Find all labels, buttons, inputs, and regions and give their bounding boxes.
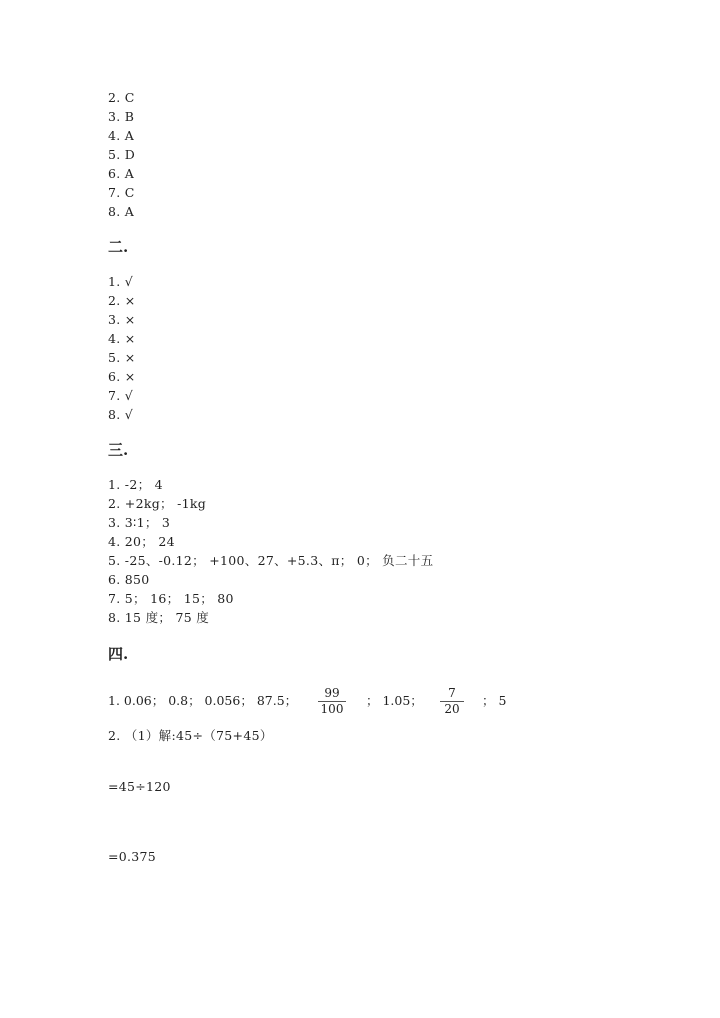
section-heading-4: 四. (108, 645, 129, 663)
fraction-denominator: 100 (320, 702, 344, 716)
answer-line: 4. × (108, 331, 136, 346)
answer-line: 5. × (108, 350, 136, 365)
answer-line: 3. B (108, 109, 135, 124)
answer-line: 5. -25、-0.12； +100、27、+5.3、π； 0； 负二十五 (108, 553, 434, 568)
answer-line: 3. × (108, 312, 136, 327)
answer-line: 3. 3∶1； 3 (108, 515, 171, 530)
answer-line: 1. -2； 4 (108, 477, 163, 492)
fraction-99-100 (318, 686, 346, 717)
answer-line: 6. A (108, 166, 135, 181)
answer-line: 7. 5； 16； 15； 80 (108, 591, 234, 606)
q2-line-3: =0.375 (108, 849, 157, 864)
answer-line: 1. √ (108, 274, 134, 289)
q1-text-b: ； 1.05； (366, 693, 423, 708)
fraction-7-20 (440, 686, 464, 717)
q2-line-1: 2. （1）解:45÷（75+45） (108, 728, 273, 743)
answer-line: 4. A (108, 128, 135, 143)
answer-line: 5. D (108, 147, 136, 162)
answer-line: 7. C (108, 185, 135, 200)
fraction-numerator: 7 (448, 686, 456, 700)
answer-line: 6. 850 (108, 572, 150, 587)
answer-line: 2. +2kg； -1kg (108, 496, 207, 511)
answer-line: 8. √ (108, 407, 134, 422)
section-heading-2: 二. (108, 238, 129, 256)
answer-line: 8. 15 度； 75 度 (108, 610, 210, 625)
answer-line: 7. √ (108, 388, 134, 403)
q2-line-2: =45÷120 (108, 779, 171, 794)
answer-line: 6. × (108, 369, 136, 384)
q1-text-c: ； 5 (482, 693, 507, 708)
q1-text-a: 1. 0.06； 0.8； 0.056； 87.5； (108, 693, 298, 708)
answer-line: 8. A (108, 204, 135, 219)
fraction-denominator: 20 (444, 702, 460, 716)
answer-line: 2. C (108, 90, 135, 105)
answer-line: 4. 20； 24 (108, 534, 175, 549)
section-heading-3: 三. (108, 441, 129, 459)
answer-line: 2. × (108, 293, 136, 308)
fraction-numerator: 99 (324, 686, 340, 700)
